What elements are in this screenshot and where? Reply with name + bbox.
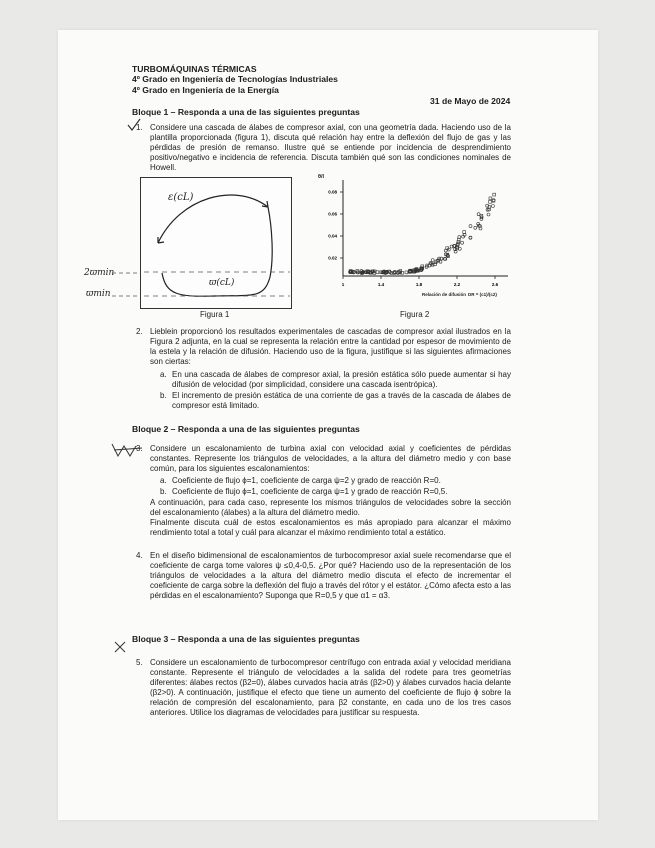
figure2-ytick-label: 0.06 [328, 211, 337, 217]
q2-number: 2. [136, 327, 143, 336]
figure2-point [431, 259, 434, 262]
figure2-scatter [310, 172, 510, 310]
figure2-point [474, 226, 477, 229]
q3a-label: a. [160, 476, 167, 485]
figure2-xtick-label: 2.6 [491, 282, 499, 287]
q5-text: Considere un escalonamiento de turbocompresor centrífugo con entrada axial y velocidad meridiana constante. Represente el triángulo de velocidades a la salida del rodete para tres geometrías diferentes: álabes rectos (β2=0), álabes curvados hacia atrás (β2>0) y álabes curvados hacia delante (β2>0). A continuación, justifique el efecto que tiene un aumento del coeficiente de flujo ϕ sobre la relación de compresión del escalonamiento, para β2 constante, en cada uno de los tres casos anteriores. Utilice los diagramas de velocidades para justificar su respuesta. [150, 658, 511, 718]
block3-title: Bloque 3 – Responda a una de las siguientes preguntas [132, 634, 360, 644]
figure2-point [489, 200, 492, 203]
margin-wmin: ϖmin [86, 289, 111, 299]
margin-dashes [110, 268, 142, 300]
figure1-template [140, 177, 292, 309]
figure2-xtick-label: 1.4 [377, 282, 385, 287]
block2-title: Bloque 2 – Responda a una de las siguientes preguntas [132, 424, 360, 434]
q5-number: 5. [136, 658, 143, 667]
q3a-text: Coeficiente de flujo ϕ=1, coeficiente de carga ψ=2 y grado de reacción R=0. [172, 476, 441, 485]
q4-number: 4. [136, 551, 143, 560]
figure2-ytick-label: 0.02 [328, 255, 337, 261]
figure2-xlabel-formula: DR = (c1)/(c2) [468, 292, 497, 297]
margin-2wmin: 2ϖmin [84, 268, 115, 278]
q2b-label: b. [160, 391, 167, 400]
figure2-xlabel: Relación de difusión [422, 292, 467, 297]
q2a-text: En una cascada de álabes de compresor axial, la presión estática sólo puede aumentar si hay difusión de velocidad (por simplicidad, considere una cascada isentrópica). [172, 370, 511, 390]
figure2-xtick-label: 2.2 [453, 282, 461, 287]
figure2-ylabel: θ/l [318, 174, 325, 180]
figure2-point [477, 213, 480, 216]
figure2-point [376, 271, 379, 274]
figure1-w-label: ϖ(cL) [209, 278, 235, 288]
figure2-point [491, 205, 494, 208]
q4-text: En el diseño bidimensional de escalonamientos de turbocompresor axial suele recomendarse que el coeficiente de carga tome valores ψ ≤0,4-0,5. ¿Por qué? Haciendo uso de la representación de los triángulos de velocidades a la altura del diámetro medio discuta el efecto de incrementar el coeficiente de carga sobre la deflexión del flujo a través del rótor y el estátor. ¿Cómo afecta esto a las pérdidas en el escalonamiento? Suponga que R=0,5 y que α1 = α3. [150, 551, 511, 601]
q1-check-mark [126, 117, 142, 135]
exam-date: 31 de Mayo de 2024 [430, 96, 511, 106]
q3-intro: Considere un escalonamiento de turbina axial con velocidad axial y coeficientes de pérdidas constantes. Represente los triángulos de velocidades, a la altura del diámetro medio y con base común, para los siguientes escalonamientos: [150, 444, 511, 474]
figure2-point [461, 241, 464, 244]
q3-scribble-mark [110, 438, 146, 460]
figure2-ytick-label: 0.08 [328, 189, 337, 195]
figure2-ytick-label: 0.04 [328, 233, 337, 239]
figure1-caption: Figura 1 [200, 310, 230, 319]
block3-cross-mark [114, 641, 126, 653]
figure2-point [487, 213, 490, 216]
q1-text: Considere una cascada de álabes de compresor axial, con una geometría dada. Haciendo uso de la plantilla proporcionada (figura 1), discuta qué relación hay entre la deflexión del flujo de gas y las pérdidas de presión de remanso. Ilustre qué se entiende por incidencia de desprendimiento positivo/negativo e incidencia de referencia. Discuta también qué son las condiciones nominales de Howell. [150, 123, 511, 173]
q1-number: 1. [136, 123, 143, 132]
q2a-label: a. [160, 370, 167, 379]
figure2-xtick-label: 1.8 [415, 282, 423, 287]
degree-line-1: 4º Grado en Ingeniería de Tecnologías Industriales [132, 74, 338, 84]
figure2-xtick-label: 1 [341, 282, 345, 287]
course-title: TURBOMÁQUINAS TÉRMICAS [132, 64, 257, 74]
figure2-point [489, 197, 492, 200]
q2-text: Lieblein proporcionó los resultados experimentales de cascadas de compresor axial ilustrados en la Figura 2 adjunta, en la cual se representa la relación entre la cantidad por espesor de movimiento de la estela y la relación de difusión. Haciendo uso de la figura, justifique si las siguientes afirmaciones son ciertas: [150, 327, 511, 367]
block1-title: Bloque 1 – Responda a una de las siguientes preguntas [132, 107, 360, 117]
q3-paragraph-3: Finalmente discuta cuál de estos escalonamientos es más apropiado para alcanzar el máximo rendimiento total a total y cuál para alcanzar el máximo rendimiento total a estático. [150, 518, 511, 538]
q3b-label: b. [160, 487, 167, 496]
figure2-point [469, 225, 472, 228]
q3b-text: Coeficiente de flujo ϕ=1, coeficiente de carga ψ=1 y grado de reacción R=0,5. [172, 487, 448, 496]
q3-number: 3. [136, 444, 143, 453]
figure1-eps-label: ε(cL) [168, 192, 194, 203]
figure2-point [493, 193, 496, 196]
q3-paragraph-2: A continuación, para cada caso, represente los mismos triángulos de velocidades sobre la sección del escalonamiento (álabes) a la altura del diámetro medio. [150, 498, 511, 518]
figure2-caption: Figura 2 [400, 310, 430, 319]
figure2-point [405, 271, 408, 274]
degree-line-2: 4º Grado en Ingeniería de la Energía [132, 85, 279, 95]
q2b-text: El incremento de presión estática de una corriente de gas a través de la cascada de álabes de compresor está limitado. [172, 391, 511, 411]
